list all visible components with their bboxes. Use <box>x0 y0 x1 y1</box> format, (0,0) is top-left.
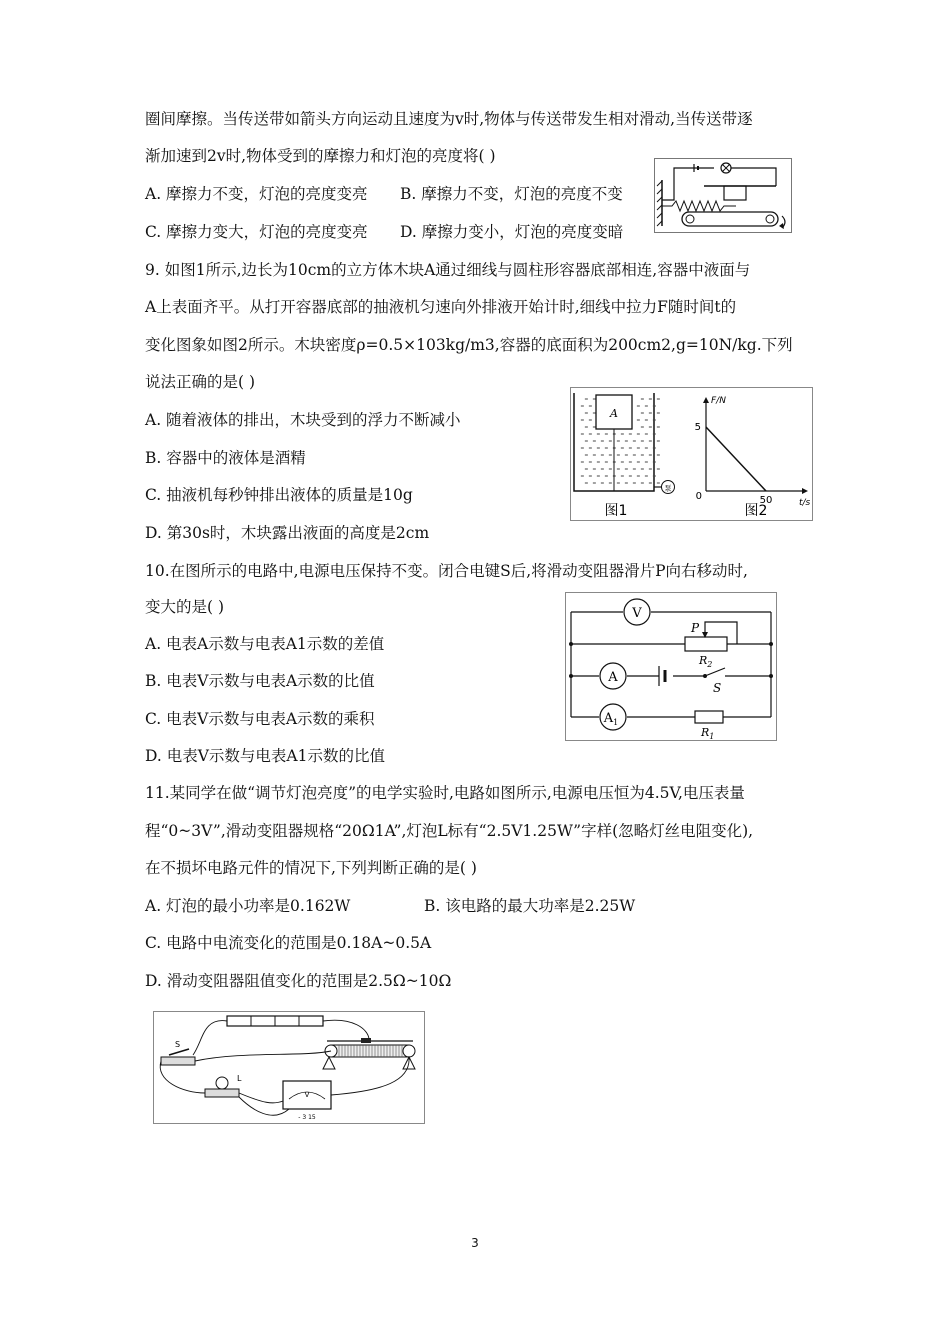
q9-block-label: A <box>610 407 618 420</box>
q9-x-tick-label: 50 <box>759 495 773 506</box>
q10-option-b: B. 电表V示数与电表A示数的比值 <box>145 672 375 690</box>
q10-option-d: D. 电表V示数与电表A1示数的比值 <box>145 747 385 765</box>
lamp-base <box>205 1089 239 1097</box>
voltmeter-scale: - 3 15 <box>298 1114 316 1121</box>
q9-y-axis-label: F/N <box>711 396 726 406</box>
rheostat-coil <box>331 1045 409 1057</box>
q8-option-c: C. 摩擦力变大，灯泡的亮度变亮 <box>145 223 368 241</box>
q9-option-d: D. 第30s时，木块露出液面的高度是2cm <box>145 524 430 542</box>
voltmeter-label: V <box>304 1091 310 1099</box>
q10-circuit-figure <box>565 592 777 741</box>
lamp-l-label: L <box>237 1074 242 1083</box>
q8-line2: 渐加速到2v时,物体受到的摩擦力和灯泡的亮度将( ) <box>145 147 496 165</box>
q9-caption1: 图1 <box>604 503 628 519</box>
q8-option-b: B. 摩擦力不变，灯泡的亮度不变 <box>400 185 623 203</box>
q9-pump-label: 泵 <box>664 484 672 493</box>
slider-p-label: P <box>691 621 700 635</box>
page-number: 3 <box>471 1236 479 1250</box>
q9-option-c: C. 抽液机每秒钟排出液体的质量是10g <box>145 486 413 504</box>
r2-label: $R_2$ <box>699 654 713 669</box>
q11-option-b: B. 该电路的最大功率是2.25W <box>424 897 636 915</box>
q8-option-a: A. 摩擦力不变，灯泡的亮度变亮 <box>145 185 368 203</box>
q8-line1: 圈间摩擦。当传送带如箭头方向运动且速度为v时,物体与传送带发生相对滑动,当传送带逐 <box>145 110 753 128</box>
q10-line2: 变大的是( ) <box>145 598 225 616</box>
q9-option-a: A. 随着液体的排出，木块受到的浮力不断减小 <box>145 411 461 429</box>
r1-resistor <box>695 711 723 723</box>
q9-figure <box>570 387 813 521</box>
q9-origin-label: 0 <box>695 491 702 502</box>
q9-caption2: 图2 <box>744 503 768 519</box>
q9-option-b: B. 容器中的液体是酒精 <box>145 449 306 467</box>
q9-line1: 9. 如图1所示,边长为10cm的立方体木块A通过细线与圆柱形容器底部相连,容器中液面与 <box>145 261 751 279</box>
q11-option-c: C. 电路中电流变化的范围是0.18A~0.5A <box>145 934 432 952</box>
q11-line2: 程“0~3V”,滑动变阻器规格“20Ω1A”,灯泡L标有“2.5V1.25W”字样(忽略灯丝电阻变化), <box>145 822 754 840</box>
q8-option-d: D. 摩擦力变小，灯泡的亮度变暗 <box>400 223 624 241</box>
q10-option-a: A. 电表A示数与电表A1示数的差值 <box>145 635 385 653</box>
q9-graph-figure <box>695 396 811 519</box>
lamp-bulb <box>216 1077 228 1089</box>
q9-x-axis-label: t/s <box>799 498 811 508</box>
r1-label: $R_1$ <box>701 726 715 741</box>
q11-option-a: A. 灯泡的最小功率是0.162W <box>145 897 351 915</box>
q11-line3: 在不损坏电路元件的情况下,下列判断正确的是( ) <box>145 859 477 877</box>
q10-option-c: C. 电表V示数与电表A示数的乘积 <box>145 710 375 728</box>
q11-line1: 11.某同学在做“调节灯泡亮度”的电学实验时,电路如图所示,电源电压恒为4.5V,电压表量 <box>145 784 745 802</box>
switch-s-label: S <box>713 681 722 695</box>
r2-resistor <box>685 637 727 651</box>
voltmeter-label: V <box>632 606 642 621</box>
q9-line4: 说法正确的是( ) <box>145 373 256 391</box>
q11-apparatus-figure <box>153 1011 425 1124</box>
q10-line1: 10.在图所示的电路中,电源电压保持不变。闭合电键S后,将滑动变阻器滑片P向右移动时, <box>145 562 748 580</box>
q8-conveyor-figure <box>654 158 792 233</box>
ammeter-label: A <box>608 670 618 685</box>
q9-force-line <box>706 427 766 491</box>
q9-container-figure <box>574 393 675 519</box>
q9-line3: 变化图象如图2所示。木块密度ρ=0.5×103kg/m3,容器的底面积为200cm2,g=10N/kg.下列 <box>145 336 793 354</box>
q9-y-tick-label: 5 <box>694 422 701 433</box>
ammeter1-label: $A_1$ <box>603 711 619 727</box>
q9-line2: A上表面齐平。从打开容器底部的抽液机匀速向外排液开始计时,细线中拉力F随时间t的 <box>145 298 737 316</box>
q11-option-d: D. 滑动变阻器阻值变化的范围是2.5Ω~10Ω <box>145 972 452 990</box>
switch-s-label: S <box>175 1040 181 1049</box>
switch-base <box>161 1057 195 1065</box>
